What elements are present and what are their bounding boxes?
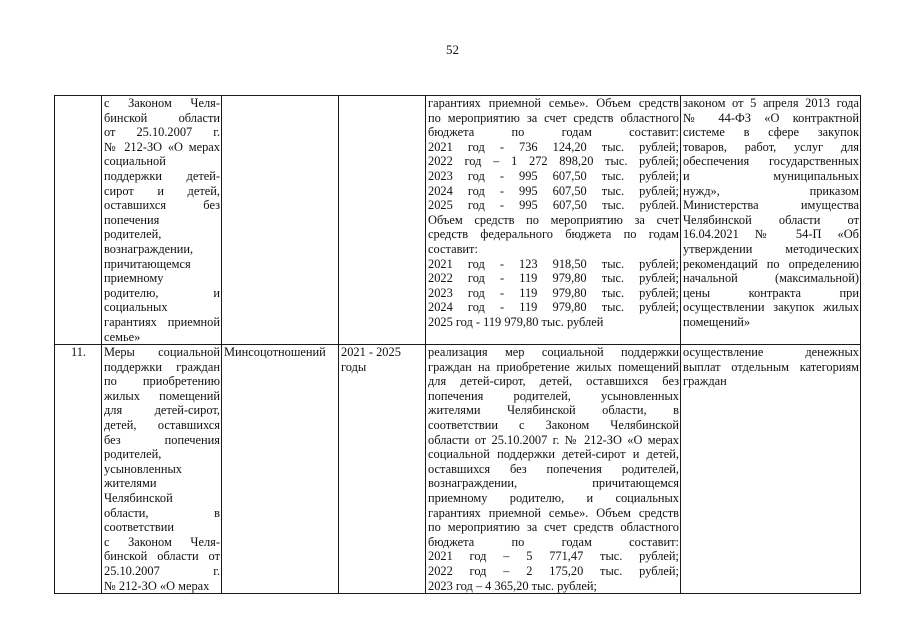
text-line: детей, оставшихся bbox=[104, 418, 220, 433]
text-line: 2022 год – 2 175,20 тыс. рублей; bbox=[428, 564, 679, 578]
text-line: Министерства имущества bbox=[683, 198, 859, 213]
text-line: вознаграждении, bbox=[104, 241, 194, 256]
text-line: для детей-сирот, bbox=[104, 403, 220, 418]
text-line: и муниципальных bbox=[683, 168, 859, 183]
text-line: помещений» bbox=[683, 314, 751, 329]
text-line: № 44-ФЗ «О контрактной bbox=[683, 110, 859, 125]
text-line: с Законом Челя- bbox=[104, 96, 220, 110]
text-line: для детей-сирот, детей, оставшихся без bbox=[428, 374, 679, 389]
text-line: выплат отдельным категориям bbox=[683, 359, 859, 374]
text-line: оставшихся без bbox=[104, 198, 220, 213]
text-line: системе в сфере закупок bbox=[683, 125, 859, 140]
text-line: 2022 год - 119 979,80 тыс. рублей; bbox=[428, 271, 679, 286]
text-line: с Законом Челя- bbox=[104, 534, 220, 549]
text-line: вознаграждении, причитающемся bbox=[428, 476, 679, 491]
text-line: гарантиях приемной семье». Объем средств bbox=[428, 505, 679, 520]
cell-executor: Минсоцотношений bbox=[222, 345, 339, 594]
cell-content bbox=[426, 345, 681, 594]
text-line: по мероприятию за счет средств областного bbox=[428, 110, 679, 125]
text-line: начальной (максимальной) bbox=[683, 271, 859, 286]
text-line: 16.04.2021 № 54-П «Об bbox=[683, 227, 859, 242]
text-line: Челябинской bbox=[104, 491, 173, 506]
cell-basis bbox=[681, 345, 861, 594]
text-line: 2025 год - 119 979,80 тыс. рублей bbox=[428, 314, 604, 329]
text-line: жителями Челябинской области, в bbox=[428, 403, 679, 418]
text-line: сирот и детей, bbox=[104, 183, 220, 198]
cell-measure bbox=[102, 345, 222, 594]
text-line: 2021 год – 5 771,47 тыс. рублей; bbox=[428, 549, 679, 564]
cell-number bbox=[55, 96, 102, 345]
text-line: соответствии с Законом Челябинской bbox=[428, 418, 679, 433]
text-line: жителями bbox=[104, 476, 157, 491]
text-line: приемному родителю, и социальных bbox=[428, 491, 679, 506]
text-line: нужд», приказом bbox=[683, 183, 859, 198]
text-line: осуществление денежных bbox=[683, 345, 859, 360]
text-line: оставшихся без попечения родителей, bbox=[428, 461, 679, 476]
text-line: попечения родителей, усыновленных bbox=[428, 388, 679, 403]
text-line: годы bbox=[341, 359, 367, 374]
text-line: попечения bbox=[104, 212, 160, 227]
text-line: граждан bbox=[683, 374, 727, 389]
text-line: законом от 5 апреля 2013 года bbox=[683, 96, 859, 110]
text-line: 2022 год – 1 272 898,20 тыс. рублей; bbox=[428, 154, 679, 169]
text-line: бинской области bbox=[104, 110, 220, 125]
text-line: № 212-ЗО «О мерах bbox=[104, 139, 220, 154]
text-line: № 212-ЗО «О мерах bbox=[104, 578, 210, 593]
text-line: области от 25.10.2007 г. № 212-ЗО «О мерах bbox=[428, 432, 679, 447]
cell-executor bbox=[222, 96, 339, 345]
text-line: семье» bbox=[104, 329, 141, 344]
cell-period bbox=[339, 345, 426, 594]
text-line: социальной bbox=[104, 154, 166, 169]
text-line: причитающемся bbox=[104, 256, 191, 271]
text-line: Меры социальной bbox=[104, 345, 220, 360]
text-line: родителей, bbox=[104, 227, 162, 242]
text-line: гарантиях приемной семье». Объем средств bbox=[428, 96, 679, 110]
text-line: обеспечения государственных bbox=[683, 154, 859, 169]
text-line: бинской области от bbox=[104, 549, 220, 564]
text-line: цены контракта при bbox=[683, 285, 859, 300]
text-line: 2023 год - 119 979,80 тыс. рублей; bbox=[428, 285, 679, 300]
text-line: граждан на приобретение жилых помещений bbox=[428, 359, 679, 374]
text-line: без попечения bbox=[104, 432, 220, 447]
table-row bbox=[55, 345, 861, 594]
text-line: области, в bbox=[104, 505, 220, 520]
text-line: реализация мер социальной поддержки bbox=[428, 345, 679, 360]
text-line: утверждении методических bbox=[683, 241, 859, 256]
text-line: 2024 год - 119 979,80 тыс. рублей; bbox=[428, 300, 679, 315]
text-line: 25.10.2007 г. bbox=[104, 564, 220, 578]
text-line: 2021 - 2025 bbox=[341, 345, 401, 360]
text-line: рекомендаций по определению bbox=[683, 256, 859, 271]
text-line: гарантиях приемной bbox=[104, 314, 220, 329]
text-line: средств федерального бюджета по годам bbox=[428, 227, 679, 242]
text-line: усыновленных bbox=[104, 461, 182, 476]
text-line: 2024 год - 995 607,50 тыс. рублей; bbox=[428, 183, 679, 198]
text-line: от 25.10.2007 г. bbox=[104, 125, 220, 140]
cell-measure bbox=[102, 96, 222, 345]
program-table bbox=[54, 95, 861, 594]
text-line: составит: bbox=[428, 241, 478, 256]
text-line: 2023 год - 995 607,50 тыс. рублей; bbox=[428, 168, 679, 183]
text-line: 2021 год - 123 918,50 тыс. рублей; bbox=[428, 256, 679, 271]
text-line: социальной поддержки детей-сирот и детей, bbox=[428, 447, 679, 462]
text-line: осуществлении закупок жилых bbox=[683, 300, 859, 315]
text-line: 2021 год - 736 124,20 тыс. рублей; bbox=[428, 139, 679, 154]
text-line: 2025 год - 995 607,50 тыс. рублей. bbox=[428, 198, 679, 213]
text-line: по приобретению bbox=[104, 374, 220, 389]
cell-content bbox=[426, 96, 681, 345]
text-line: социальных bbox=[104, 300, 168, 315]
text-line: Челябинской области от bbox=[683, 212, 859, 227]
table-row bbox=[55, 96, 861, 345]
text-line: 2023 год – 4 365,20 тыс. рублей; bbox=[428, 578, 597, 593]
text-line: приемному bbox=[104, 271, 164, 286]
text-line: Объем средств по мероприятию за счет bbox=[428, 212, 679, 227]
page-number: 52 bbox=[446, 42, 459, 57]
text-line: соответствии bbox=[104, 520, 175, 535]
text-line: бюджета по годам составит: bbox=[428, 125, 679, 140]
cell-basis bbox=[681, 96, 861, 345]
text-line: поддержки детей- bbox=[104, 168, 220, 183]
text-line: по мероприятию за счет средств областного bbox=[428, 520, 679, 535]
text-line: товаров, работ, услуг для bbox=[683, 139, 859, 154]
text-line: поддержки граждан bbox=[104, 359, 220, 374]
text-line: родителей, bbox=[104, 447, 162, 462]
cell-period bbox=[339, 96, 426, 345]
text-line: родителю, и bbox=[104, 285, 220, 300]
text-line: жилых помещений bbox=[104, 388, 220, 403]
text-line: бюджета по годам составит: bbox=[428, 534, 679, 549]
cell-number: 11. bbox=[55, 345, 102, 594]
